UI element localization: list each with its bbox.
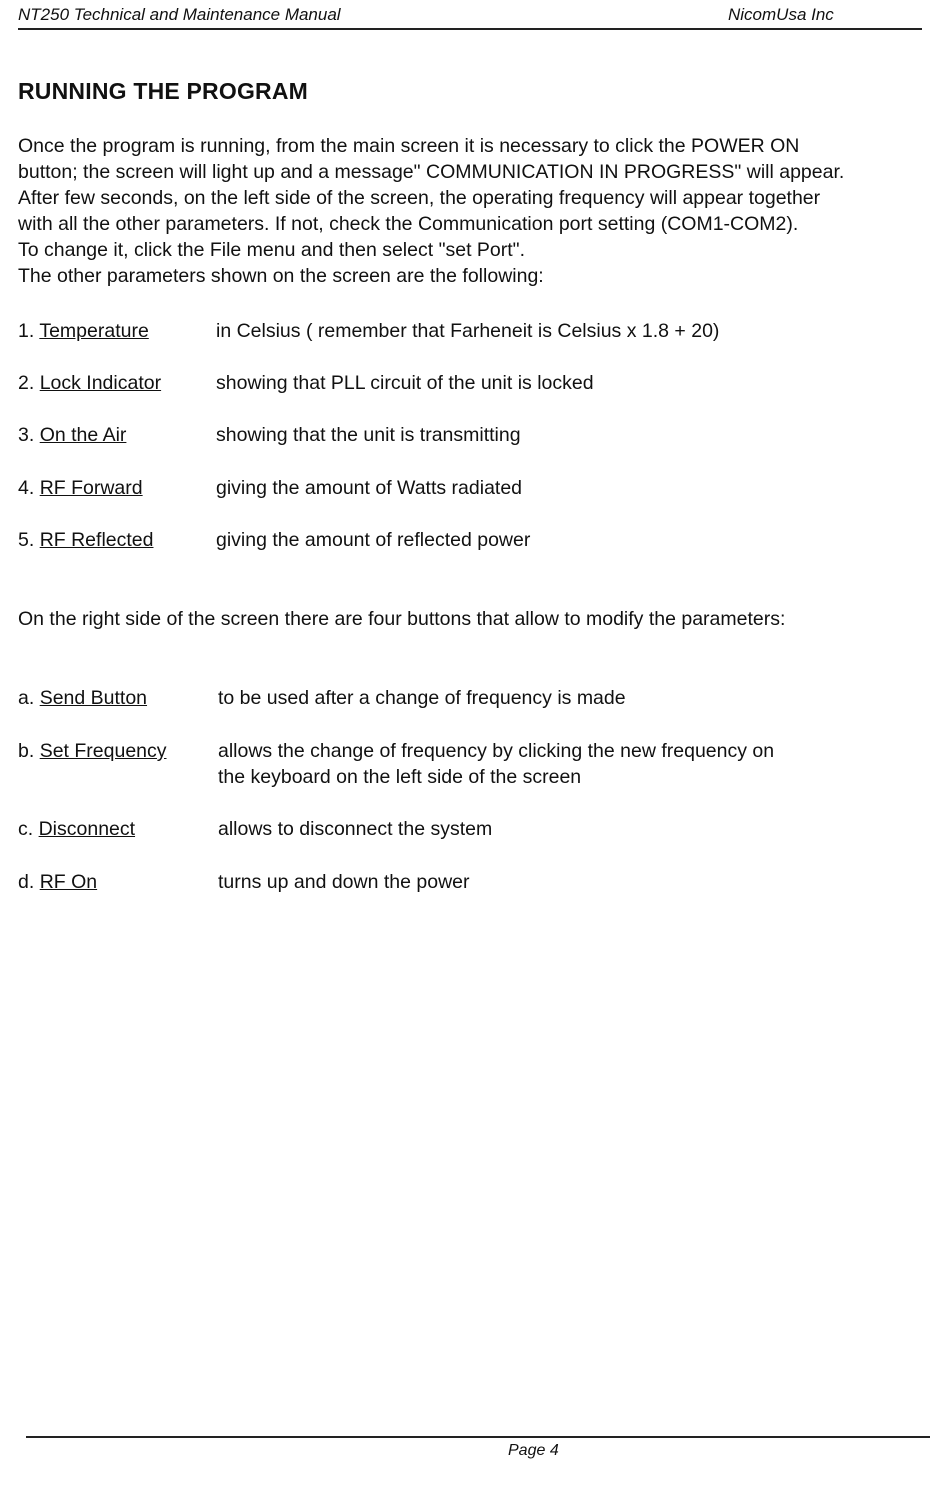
- item-number: a.: [18, 687, 40, 709]
- intro-line: Once the program is running, from the main screen it is necessary to click the POWER ON: [18, 135, 800, 157]
- button-item-set-frequency: [18, 738, 775, 788]
- intro-line: After few seconds, on the left side of the screen, the operating frequency will appear together: [18, 187, 821, 209]
- item-description-line: allows the change of frequency by clicking the new frequency on: [218, 740, 775, 762]
- intro-line: To change it, click the File menu and then select "set Port".: [18, 239, 526, 261]
- item-number: 2.: [18, 372, 40, 394]
- item-description: in Celsius ( remember that Farheneit is Celsius x 1.8 + 20): [216, 320, 720, 342]
- item-description-line: to be used after a change of frequency is made: [218, 687, 626, 709]
- item-description-line: turns up and down the power: [218, 871, 470, 893]
- parameter-item-temperature: [18, 318, 720, 344]
- item-number: 1.: [18, 320, 40, 342]
- item-description: showing that PLL circuit of the unit is locked: [216, 372, 594, 394]
- footer-divider: [26, 1436, 930, 1438]
- button-item-disconnect: [18, 816, 493, 842]
- item-term: RF On: [39, 871, 98, 893]
- item-term: RF Forward: [39, 477, 143, 499]
- parameter-item-rf-reflected: [18, 527, 531, 553]
- item-term: Set Frequency: [39, 740, 167, 762]
- item-term: Send Button: [39, 687, 148, 709]
- section-title: RUNNING THE PROGRAM: [18, 78, 309, 104]
- parameter-item-lock-indicator: [18, 370, 594, 396]
- item-description: giving the amount of Watts radiated: [216, 477, 523, 499]
- item-description-line: allows to disconnect the system: [218, 818, 493, 840]
- page-number: Page 4: [508, 1442, 559, 1459]
- item-description: showing that the unit is transmitting: [216, 424, 521, 446]
- item-term: Disconnect: [38, 818, 136, 840]
- intro-line: The other parameters shown on the screen are the following:: [18, 265, 544, 287]
- item-description: [218, 685, 626, 711]
- manual-title: NT250 Technical and Maintenance Manual: [18, 5, 341, 24]
- item-description: [218, 869, 470, 895]
- page-header: [18, 2, 922, 30]
- item-description: [218, 738, 774, 790]
- item-description: [218, 816, 492, 842]
- item-term: RF Reflected: [39, 529, 154, 551]
- intro-line: with all the other parameters. If not, check the Communication port setting (COM1-COM2).: [18, 213, 799, 235]
- item-number: d.: [18, 871, 40, 893]
- button-item-rf-on: [18, 869, 470, 895]
- item-number: c.: [18, 818, 39, 840]
- button-item-send: [18, 685, 626, 711]
- item-number: 5.: [18, 529, 40, 551]
- item-description-line: the keyboard on the left side of the screen: [218, 766, 582, 788]
- item-term: Lock Indicator: [39, 372, 162, 394]
- item-term: Temperature: [39, 320, 149, 342]
- parameter-item-on-the-air: [18, 422, 521, 448]
- item-term: On the Air: [39, 424, 127, 446]
- intro-line: button; the screen will light up and a message" COMMUNICATION IN PROGRESS" will appear.: [18, 161, 845, 183]
- item-number: 4.: [18, 477, 40, 499]
- item-number: b.: [18, 740, 40, 762]
- item-description: giving the amount of reflected power: [216, 529, 531, 551]
- item-number: 3.: [18, 424, 40, 446]
- company-name: NicomUsa Inc: [728, 5, 834, 24]
- intro-paragraph: [18, 133, 928, 289]
- parameter-item-rf-forward: [18, 475, 523, 501]
- buttons-intro: On the right side of the screen there are four buttons that allow to modify the parameters:: [18, 608, 786, 630]
